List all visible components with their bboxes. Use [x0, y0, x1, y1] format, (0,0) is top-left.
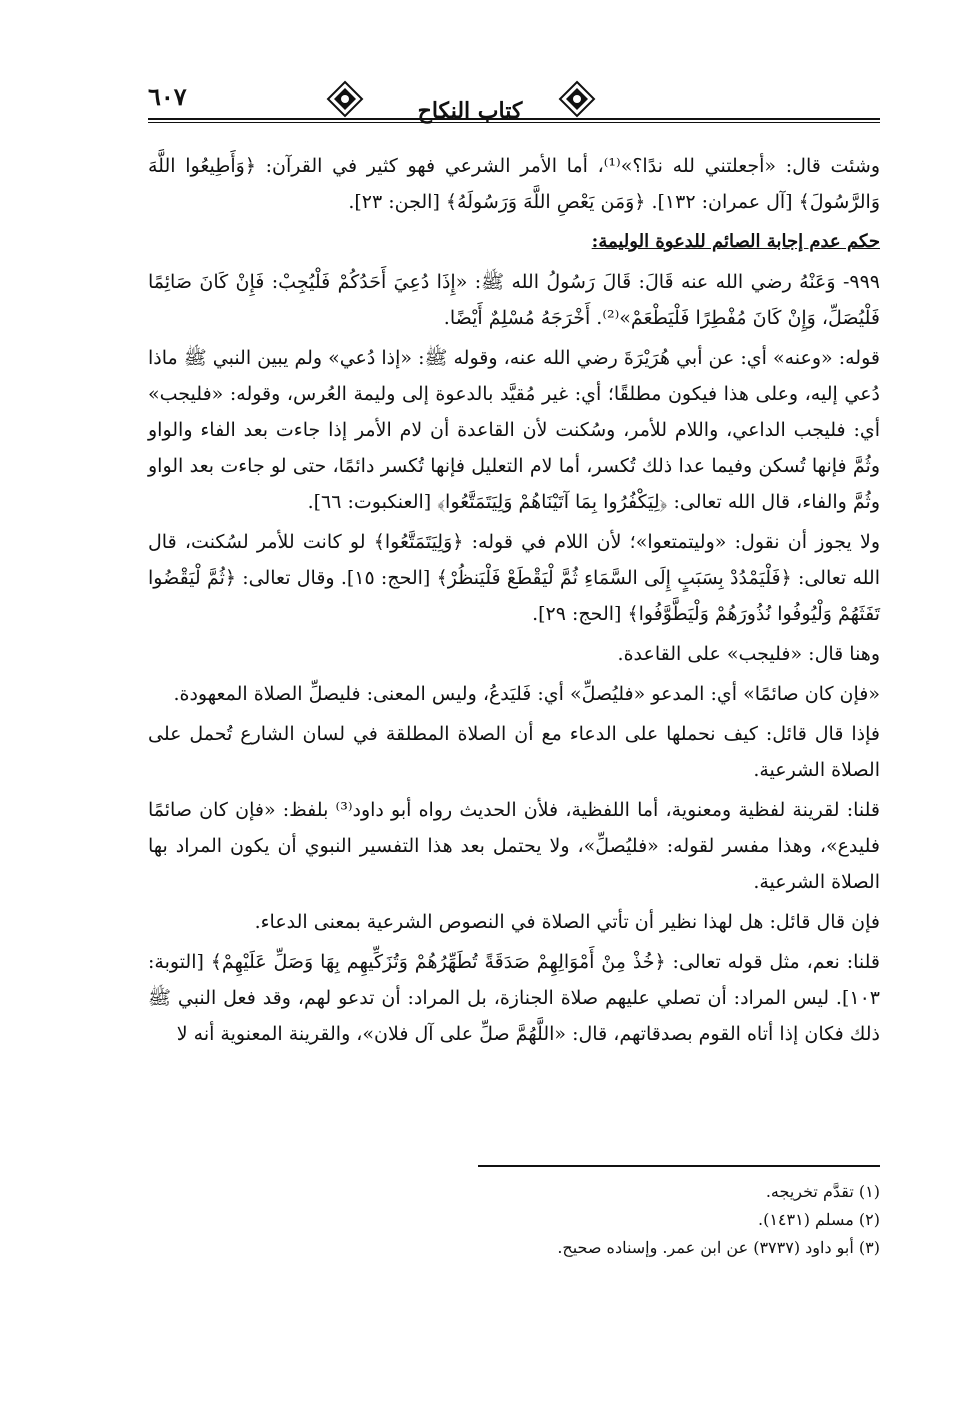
ornament-icon [558, 80, 596, 118]
paragraph: وشئت قال: «أجعلتني لله ندًا؟»⁽¹⁾، أما الأمر الشرعي فهو كثير في القرآن: ﴿وَأَطِيعُوا اللَّهَ وَالرَّسُولَ﴾ [آل عمران: ١٣٢]. ﴿وَمَن يَعْصِ اللَّهَ وَرَسُولَهُ﴾ [الجن: ٢٣]. [148, 155, 881, 213]
paragraph: ولا يجوز أن نقول: «وليتمتعوا»؛ لأن اللام في قوله: ﴿وَلِيَتَمَتَّعُوا﴾ لو كانت للأمر لسُكنت، قال الله تعالى: ﴿فَلْيَمْدُدْ بِسَبَبٍ إِلَى السَّمَاءِ ثُمَّ لْيَقْطَعْ فَلْيَنظُرْ﴾ [الحج: ١٥]. وقال تعالى: ﴿ثُمَّ لْيَقْضُوا تَفَثَهُمْ وَلْيُوفُوا نُذُورَهُمْ وَلْيَطَّوَّفُوا﴾ [الحج: ٢٩]. [148, 531, 880, 625]
footnote: (١) تقدَّم تخريجه. [765, 1182, 880, 1201]
paragraph: فإن قال قائل: هل لهذا نظير أن تأتي الصلاة في النصوص الشرعية بمعنى الدعاء. [254, 911, 880, 933]
page-number: ٦٠٧ [148, 82, 187, 111]
paragraph: «فإن كان صائمًا» أي: المدعو «فليُصلِّ» أي: فَليَدعُ، وليس المعنى: فليصلِّ الصلاة المعهودة. [173, 683, 880, 705]
page-header [148, 78, 880, 148]
book-page [148, 78, 880, 1378]
paragraph: قوله: «وعنه» أي: عن أبي هُرَيْرَةَ رضي الله عنه، وقوله ﷺ: «إذا دُعي» ولم يبين النبي ﷺ ماذا دُعي إليه، وعلى هذا فيكون مطلقًا؛ أي: غير مُقيَّد بالدعوة إلى وليمة العُرس، وقوله: «فليجب» أي: فليجب الداعي، واللام للأمر، وسُكنت لأن القاعدة أن لام الأمر إذا جاءت بعد الفاء والواو وثُمَّ فإنها تُسكن وفيما عدا ذلك تُكسر، أما لام التعليل فإنها تُكسر دائمًا، حتى لو جاءت بعد الواو وثُمَّ والفاء، قال الله تعالى: ﴿لِيَكْفُرُوا بِمَا آتَيْنَاهُمْ وَلِيَتَمَتَّعُوا﴾ [العنكبوت: ٦٦]. [148, 347, 880, 513]
header-rule-thin [148, 122, 880, 123]
header-rule [148, 118, 880, 120]
hadith-text: ٩٩٩- وَعَنْهُ رضي الله عنه قَالَ: قَالَ رَسُولُ الله ﷺ: «إِذَا دُعِيَ أَحَدُكُمْ فَلْيُجِبْ: فَإِنْ كَانَ صَائِمًا فَلْيُصَلِّ، وَإِنْ كَانَ مُفْطِرًا فَلْيَطْعَمْ»⁽²⁾. أَخْرَجَهُ مُسْلِمٌ أَيْضًا. [148, 271, 880, 329]
section-heading: حكم عدم إجابة الصائم للدعوة الوليمة: [591, 231, 880, 252]
footnotes [148, 1178, 880, 1262]
footnote: (٢) مسلم (١٤٣١). [758, 1210, 880, 1229]
paragraph: وهنا قال: «فليجب» على القاعدة. [617, 643, 880, 665]
page-body [148, 148, 880, 1056]
paragraph: فإذا قال قائل: كيف نحملها على الدعاء مع أن الصلاة المطلقة في لسان الشارع تُحمل على الصلاة الشرعية. [148, 723, 880, 781]
footnote: (٣) أبو داود (٣٧٣٧) عن ابن عمر. وإسناده صحيح. [557, 1238, 880, 1257]
paragraph: قلنا: لقرينة لفظية ومعنوية، أما اللفظية، فلأن الحديث رواه أبو داود⁽³⁾ بلفظ: «فإن كان صائمًا فليدع»، وهذا مفسر لقوله: «فليُصلِّ»، ولا يحتمل بعد هذا التفسير النبوي أن يكون المراد بها الصلاة الشرعية. [148, 799, 880, 893]
paragraph: قلنا: نعم، مثل قوله تعالى: ﴿خُذْ مِنْ أَمْوَالِهِمْ صَدَقَةً تُطَهِّرُهُمْ وَتُزَكِّيهِم بِهَا وَصَلِّ عَلَيْهِمْ﴾ [التوبة: ١٠٣]. ليس المراد: أن تصلي عليهم صلاة الجنازة، بل المراد: أن تدعو لهم، وقد فعل النبي ﷺ ذلك فكان إذا أتاه القوم بصدقاتهم، قال: «اللَّهُمَّ صلِّ على آل فلان»، والقرينة المعنوية أنه لا [148, 951, 880, 1045]
ornament-icon [326, 80, 364, 118]
footnote-divider [478, 1165, 880, 1167]
chapter-title: كتاب النكاح [417, 98, 523, 124]
